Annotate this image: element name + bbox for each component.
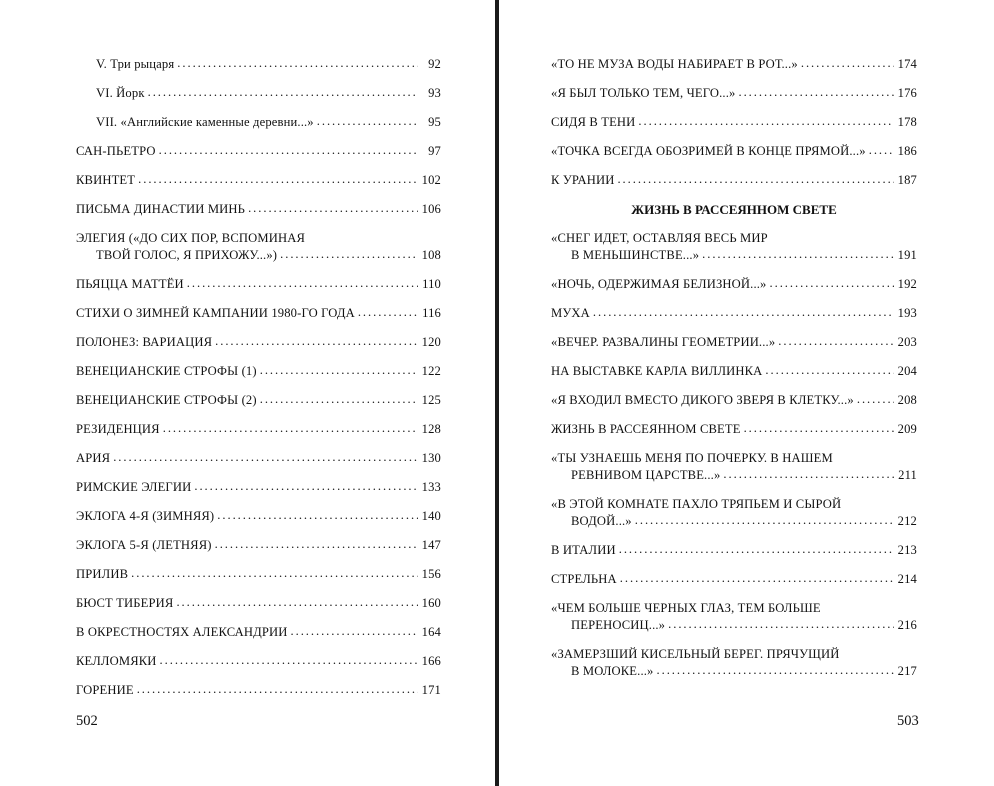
dot-leader: [778, 333, 894, 350]
toc-entry: [551, 305, 917, 322]
toc-entry: [551, 392, 917, 409]
toc-entry-title-continued: ВОДОЙ...»: [571, 514, 632, 528]
toc-entry-title: «Я ВХОДИЛ ВМЕСТО ДИКОГО ЗВЕРЯ В КЛЕТКУ...»: [551, 393, 854, 407]
dot-leader: [869, 142, 894, 159]
toc-entry: [76, 363, 441, 380]
toc-entry: [76, 334, 441, 351]
toc-entry-page-number: 140: [421, 509, 441, 523]
toc-entry: [551, 450, 917, 484]
toc-entry-title: В ИТАЛИИ: [551, 543, 616, 557]
toc-entry-page-number: 92: [428, 57, 441, 71]
toc-entry: [551, 646, 917, 680]
toc-entry: [551, 542, 917, 559]
toc-entry-title: НА ВЫСТАВКЕ КАРЛА ВИЛЛИНКА: [551, 364, 763, 378]
toc-entry: [551, 85, 917, 102]
toc-entry-continuation: [76, 247, 441, 264]
dot-leader: [248, 200, 418, 217]
page-number-right: 503: [897, 713, 919, 729]
toc-entry-page-number: 106: [421, 202, 441, 216]
toc-entry-page-number: 147: [421, 538, 441, 552]
toc-entry-title: «ЗАМЕРЗШИЙ КИСЕЛЬНЫЙ БЕРЕГ. ПРЯЧУЩИЙ: [551, 647, 840, 661]
toc-entry: [76, 624, 441, 641]
dot-leader: [723, 466, 894, 483]
left-page: [0, 0, 496, 786]
toc-entry: [76, 143, 441, 160]
toc-entry: [551, 172, 917, 189]
toc-entry-page-number: 176: [897, 86, 917, 100]
toc-entry: [76, 421, 441, 438]
dot-leader: [770, 275, 895, 292]
toc-entry-page-number: 209: [897, 422, 917, 436]
dot-leader: [177, 55, 418, 72]
dot-leader: [317, 113, 418, 130]
toc-entry-page-number: 178: [897, 115, 917, 129]
toc-entry-title: «ТОЧКА ВСЕГДА ОБОЗРИМЕЙ В КОНЦЕ ПРЯМОЙ...»: [551, 144, 866, 158]
toc-entry: [551, 571, 917, 588]
toc-entry-title: «ВЕЧЕР. РАЗВАЛИНЫ ГЕОМЕТРИИ...»: [551, 335, 776, 349]
toc-entry: [551, 496, 917, 530]
toc-group-after-section: [551, 230, 917, 680]
toc-entry-title: ЭЛЕГИЯ («ДО СИХ ПОР, ВСПОМИНАЯ: [76, 231, 306, 245]
toc-entry: [76, 201, 441, 218]
dot-leader: [137, 681, 418, 698]
toc-entry: [76, 653, 441, 670]
dot-leader: [160, 652, 418, 669]
toc-entry-title: КЕЛЛОМЯКИ: [76, 654, 157, 668]
toc-entry-page-number: 156: [421, 567, 441, 581]
dot-leader: [187, 275, 418, 292]
toc-entry-continuation: [551, 513, 917, 530]
dot-leader: [617, 171, 894, 188]
toc-entry-title: КВИНТЕТ: [76, 173, 136, 187]
toc-entry-page-number: 171: [421, 683, 441, 697]
dot-leader: [358, 304, 418, 321]
toc-entry-title: СТРЕЛЬНА: [551, 572, 617, 586]
toc-entry-title-continued: РЕВНИВОМ ЦАРСТВЕ...»: [571, 468, 721, 482]
toc-entry-page-number: 128: [421, 422, 441, 436]
toc-entry-page-number: 187: [897, 173, 917, 187]
dot-leader: [738, 84, 894, 101]
dot-leader: [801, 55, 894, 72]
toc-entry-title-continued: В МЕНЬШИНСТВЕ...»: [571, 248, 700, 262]
toc-entry: [551, 276, 917, 293]
toc-entry-page-number: 108: [421, 248, 441, 262]
toc-entry-page-number: 93: [428, 86, 441, 100]
toc-entry-title: СТИХИ О ЗИМНЕЙ КАМПАНИИ 1980-ГО ГОДА: [76, 306, 355, 320]
toc-entry-title: «НОЧЬ, ОДЕРЖИМАЯ БЕЛИЗНОЙ...»: [551, 277, 767, 291]
toc-entry-page-number: 125: [421, 393, 441, 407]
toc-entry-title: «В ЭТОЙ КОМНАТЕ ПАХЛО ТРЯПЬЕМ И СЫРОЙ: [551, 497, 842, 511]
toc-entry: [551, 600, 917, 634]
dot-leader: [638, 113, 894, 130]
toc-entry-page-number: 166: [421, 654, 441, 668]
toc-entry-title: РЕЗИДЕНЦИЯ: [76, 422, 160, 436]
toc-entry: [76, 114, 441, 131]
dot-leader: [215, 536, 418, 553]
toc-entry-title: ЭКЛОГА 5-Я (ЛЕТНЯЯ): [76, 538, 212, 552]
toc-entry-page-number: 102: [421, 173, 441, 187]
toc-entry-title: ЖИЗНЬ В РАССЕЯННОМ СВЕТЕ: [551, 422, 741, 436]
toc-entry-title: «СНЕГ ИДЕТ, ОСТАВЛЯЯ ВЕСЬ МИР: [551, 231, 768, 245]
toc-entry-page-number: 213: [897, 543, 917, 557]
dot-leader: [260, 362, 418, 379]
toc-entry-title: VI. Йорк: [96, 86, 145, 100]
toc-entry: [551, 56, 917, 73]
toc-entry-page-number: 212: [897, 514, 917, 528]
toc-entry-page-number: 97: [428, 144, 441, 158]
toc-entry-title: «ТО НЕ МУЗА ВОДЫ НАБИРАЕТ В РОТ...»: [551, 57, 798, 71]
toc-entry-page-number: 160: [421, 596, 441, 610]
toc-entry-page-number: 110: [422, 277, 441, 291]
toc-entry-continuation: [551, 663, 917, 680]
toc-entry-continuation: [551, 467, 917, 484]
toc-entry-title: К УРАНИИ: [551, 173, 615, 187]
dot-leader: [176, 594, 418, 611]
toc-entry-title: «ТЫ УЗНАЕШЬ МЕНЯ ПО ПОЧЕРКУ. В НАШЕМ: [551, 451, 833, 465]
toc-entry: [551, 230, 917, 264]
dot-leader: [194, 478, 418, 495]
table-of-contents-right: [551, 56, 917, 692]
toc-entry-page-number: 192: [897, 277, 917, 291]
right-page: [500, 0, 994, 786]
toc-entry-page-number: 216: [897, 618, 917, 632]
dot-leader: [217, 507, 418, 524]
toc-entry-page-number: 133: [421, 480, 441, 494]
toc-entry-title: «Я БЫЛ ТОЛЬКО ТЕМ, ЧЕГО...»: [551, 86, 736, 100]
dot-leader: [657, 662, 895, 679]
toc-entry-title: ПЬЯЦЦА МАТТЁИ: [76, 277, 184, 291]
toc-entry: [76, 479, 441, 496]
dot-leader: [744, 420, 894, 437]
toc-entry-page-number: 120: [421, 335, 441, 349]
toc-entry-title-continued: ТВОЙ ГОЛОС, Я ПРИХОЖУ...»): [96, 248, 278, 262]
toc-entry-page-number: 217: [897, 664, 917, 678]
toc-entry-title: АРИЯ: [76, 451, 111, 465]
toc-entry-title: ЭКЛОГА 4-Я (ЗИМНЯЯ): [76, 509, 215, 523]
toc-entry-title: «ЧЕМ БОЛЬШЕ ЧЕРНЫХ ГЛАЗ, ТЕМ БОЛЬШЕ: [551, 601, 821, 615]
dot-leader: [620, 570, 894, 587]
toc-entry: [76, 305, 441, 322]
dot-leader: [131, 565, 418, 582]
toc-entry-title: ПОЛОНЕЗ: ВАРИАЦИЯ: [76, 335, 213, 349]
dot-leader: [291, 623, 419, 640]
toc-entry: [76, 276, 441, 293]
dot-leader: [702, 246, 894, 263]
toc-entry-title: VII. «Английские каменные деревни...»: [96, 115, 314, 129]
toc-entry: [76, 56, 441, 73]
table-of-contents-left: [76, 56, 441, 711]
toc-entry-title: ПИСЬМА ДИНАСТИИ МИНЬ: [76, 202, 246, 216]
toc-entry-title: В ОКРЕСТНОСТЯХ АЛЕКСАНДРИИ: [76, 625, 288, 639]
toc-entry-title: ГОРЕНИЕ: [76, 683, 134, 697]
toc-entry: [76, 566, 441, 583]
toc-entry: [76, 682, 441, 699]
toc-group-before-section: [551, 56, 917, 189]
toc-entry: [551, 114, 917, 131]
toc-entry: [76, 450, 441, 467]
toc-entry: [76, 537, 441, 554]
toc-entry-page-number: 116: [422, 306, 441, 320]
toc-entry-continuation: [551, 247, 917, 264]
toc-entry-title: СИДЯ В ТЕНИ: [551, 115, 636, 129]
page-number-left: 502: [76, 713, 98, 729]
dot-leader: [619, 541, 894, 558]
dot-leader: [765, 362, 894, 379]
toc-entry-title-continued: В МОЛОКЕ...»: [571, 664, 654, 678]
toc-entry: [76, 172, 441, 189]
toc-entry-title: ПРИЛИВ: [76, 567, 129, 581]
toc-entry-title: БЮСТ ТИБЕРИЯ: [76, 596, 174, 610]
dot-leader: [593, 304, 894, 321]
dot-leader: [260, 391, 418, 408]
toc-entry-continuation: [551, 617, 917, 634]
toc-entry: [551, 421, 917, 438]
toc-entry: [551, 334, 917, 351]
book-spine: [495, 0, 499, 786]
toc-entry-page-number: 193: [897, 306, 917, 320]
toc-entry-title-continued: ПЕРЕНОСИЦ...»: [571, 618, 666, 632]
dot-leader: [159, 142, 418, 159]
dot-leader: [215, 333, 418, 350]
dot-leader: [148, 84, 418, 101]
toc-entry-page-number: 174: [897, 57, 917, 71]
toc-entry-title: МУХА: [551, 306, 590, 320]
toc-entry-title: РИМСКИЕ ЭЛЕГИИ: [76, 480, 192, 494]
toc-entry-page-number: 214: [897, 572, 917, 586]
toc-entry-page-number: 130: [421, 451, 441, 465]
toc-entry-title: V. Три рыцаря: [96, 57, 175, 71]
toc-entry: [76, 85, 441, 102]
dot-leader: [635, 512, 894, 529]
toc-entry-title: ВЕНЕЦИАНСКИЕ СТРОФЫ (2): [76, 393, 257, 407]
dot-leader: [857, 391, 894, 408]
toc-entry-page-number: 122: [421, 364, 441, 378]
toc-entry-page-number: 95: [428, 115, 441, 129]
toc-entry: [76, 230, 441, 264]
toc-entry-page-number: 204: [897, 364, 917, 378]
dot-leader: [163, 420, 418, 437]
toc-entry: [76, 508, 441, 525]
toc-entry: [76, 392, 441, 409]
toc-entry: [551, 363, 917, 380]
toc-entry-page-number: 186: [897, 144, 917, 158]
dot-leader: [138, 171, 418, 188]
dot-leader: [668, 616, 894, 633]
dot-leader: [113, 449, 418, 466]
section-heading: ЖИЗНЬ В РАССЕЯННОМ СВЕТЕ: [631, 202, 837, 217]
toc-entry-page-number: 211: [898, 468, 917, 482]
toc-entry-page-number: 191: [897, 248, 917, 262]
toc-entry-page-number: 203: [897, 335, 917, 349]
dot-leader: [280, 246, 418, 263]
toc-entry: [76, 595, 441, 612]
toc-entry-title: САН-ПЬЕТРО: [76, 144, 156, 158]
toc-entry-page-number: 164: [421, 625, 441, 639]
toc-entry-page-number: 208: [897, 393, 917, 407]
toc-entry: [551, 143, 917, 160]
toc-entry-title: ВЕНЕЦИАНСКИЕ СТРОФЫ (1): [76, 364, 257, 378]
